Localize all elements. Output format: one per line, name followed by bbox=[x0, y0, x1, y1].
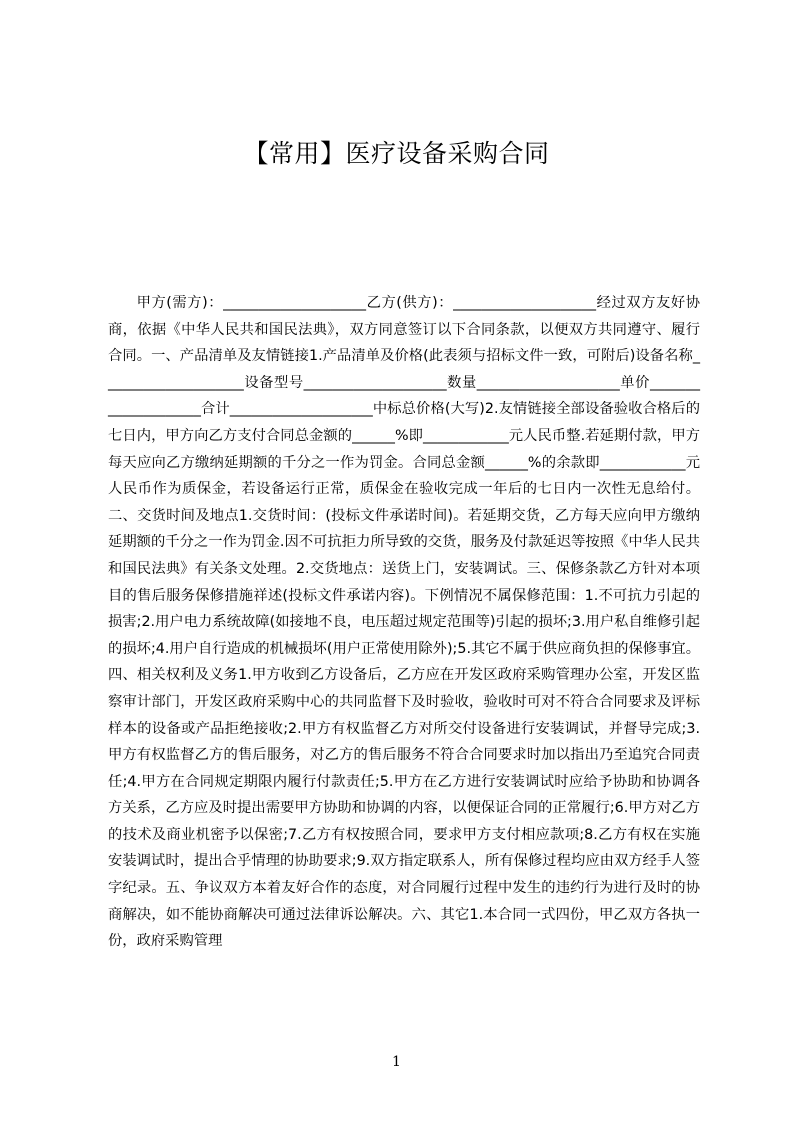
document-title: 【常用】医疗设备采购合同 bbox=[243, 139, 550, 168]
page-number: 1 bbox=[392, 1054, 401, 1070]
contract-body-text: 甲方(需方)：____________________乙方(供方)：____________________经过双方友好协商，依据《中华人民共和国民法典》，双方同意签订以下合同条款，以便双方共同遵守、履行合同。一、产品清单及友情链接1.产品清单及价格(此表须与招标文件一致，可附后)设备名称____________________设备型号____________________数量____________________单价____________________合计____________________中标总价格(大写)2.友情链接全部设备验收合格后的七日内，甲方向乙方支付合同总金额的______%即____________元人民币整.若延期付款，甲方每天应向乙方缴纳延期额的千分之一作为罚金。合同总金额______%的余款即____________元人民币作为质保金，若设备运行正常，质保金在验收完成一年后的七日内一次性无息给付。二、交货时间及地点1.交货时间：(投标文件承诺时间)。若延期交货，乙方每天应向甲方缴纳延期额的千分之一作为罚金.因不可抗拒力所导致的交货，服务及付款延迟等按照《中华人民共和国民法典》有关条文处理。2.交货地点：送货上门，安装调试。三、保修条款乙方针对本项目的售后服务保修措施祥述(投标文件承诺内容)。下例情况不属保修范围：1.不可抗力引起的损害;2.用户电力系统故障(如接地不良，电压超过规定范围等)引起的损坏;3.用户私自维修引起的损坏;4.用户自行造成的机械损坏(用户正常使用除外);5.其它不属于供应商负担的保修事宜。四、相关权利及义务1.甲方收到乙方设备后，乙方应在开发区政府采购管理办公室，开发区监察审计部门，开发区政府采购中心的共同监督下及时验收，验收时可对不符合合同要求及评标样本的设备或产品拒绝接收;2.甲方有权监督乙方对所交付设备进行安装调试，并督导完成;3.甲方有权监督乙方的售后服务，对乙方的售后服务不符合合同要求时加以指出乃至追究合同责任;4.甲方在合同规定期限内履行付款责任;5.甲方在乙方进行安装调试时应给予协助和协调各方关系，乙方应及时提出需要甲方协助和协调的内容，以便保证合同的正常履行;6.甲方对乙方的技术及商业机密予以保密;7.乙方有权按照合同，要求甲方支付相应款项;8.乙方有权在实施安装调试时，提出合乎情理的协助要求;9.双方指定联系人，所有保修过程均应由双方经手人签字纪录。五、争议双方本着友好合作的态度，对合同履行过程中发生的违约行为进行及时的协商解决，如不能协商解决可通过法律诉讼解决。六、其它1.本合同一式四份，甲乙双方各执一份，政府采购管理 bbox=[108, 295, 700, 950]
